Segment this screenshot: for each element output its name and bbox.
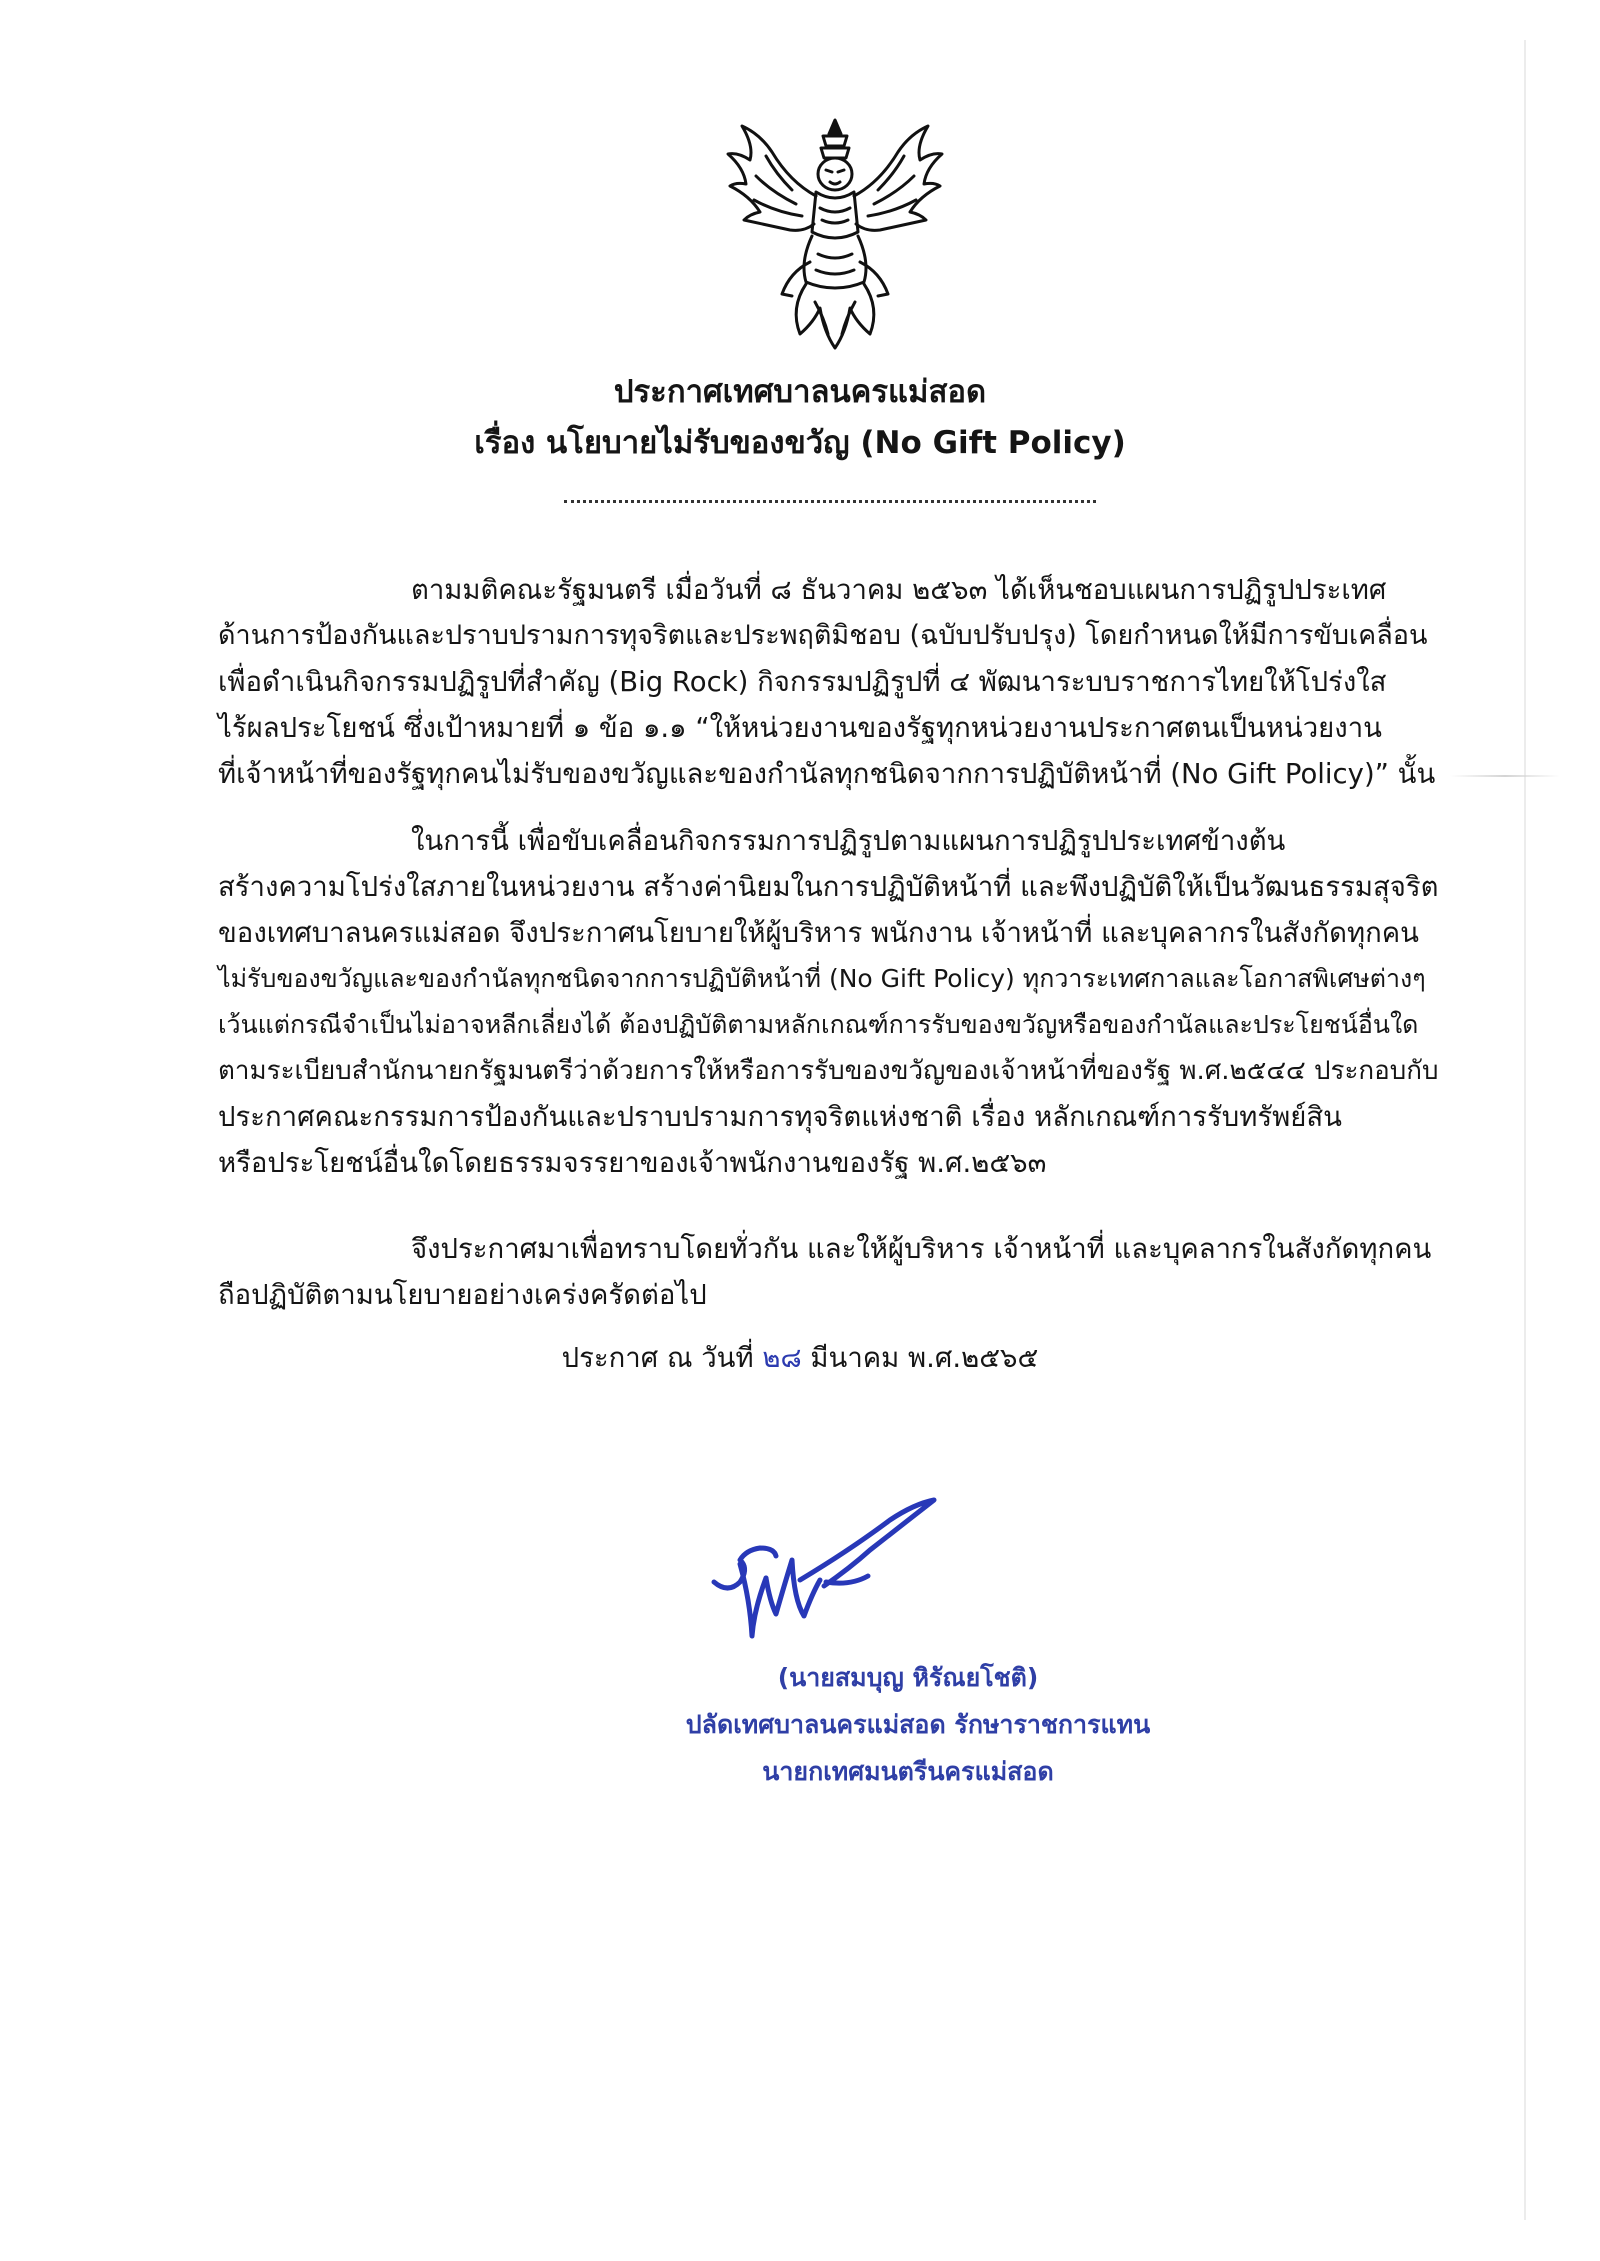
paragraph-line: เว้นแต่กรณีจำเป็นไม่อาจหลีกเลี่ยงได้ ต้องปฏิบัติตามหลักเกณฑ์การรับของขวัญหรือของกำนัลและประโยชน์อื่นใด <box>218 1010 1419 1039</box>
paragraph-line: หรือประโยชน์อื่นใดโดยธรรมจรรยาของเจ้าพนักงานของรัฐ พ.ศ.๒๕๖๓ <box>218 1147 1047 1179</box>
garuda-emblem-icon <box>720 112 950 360</box>
document-title: ประกาศเทศบาลนครแม่สอด <box>613 374 987 410</box>
paragraph-line: สร้างความโปร่งใสภายในหน่วยงาน สร้างค่านิยมในการปฏิบัติหน้าที่ และพึงปฏิบัติให้เป็นวัฒนธรรมสุจริต <box>218 871 1439 903</box>
announce-suffix: มีนาคม พ.ศ.๒๕๖๕ <box>810 1342 1039 1374</box>
paragraph-line: ตามระเบียบสำนักนายกรัฐมนตรีว่าด้วยการให้หรือการรับของขวัญของเจ้าหน้าที่ของรัฐ พ.ศ.๒๕๔๔ ประกอบกับ <box>218 1056 1439 1086</box>
paragraph-line: จึงประกาศมาเพื่อทราบโดยทั่วกัน และให้ผู้บริหาร เจ้าหน้าที่ และบุคลากรในสังกัดทุกคน <box>411 1233 1432 1265</box>
paragraph-line: เพื่อดำเนินกิจกรรมปฏิรูปที่สำคัญ (Big Rock) กิจกรรมปฏิรูปที่ ๔ พัฒนาระบบราชการไทยให้โปร่งใส <box>218 666 1387 698</box>
dotted-divider <box>564 500 1096 503</box>
paragraph-line: ไร้ผลประโยชน์ ซึ่งเป้าหมายที่ ๑ ข้อ ๑.๑ “ให้หน่วยงานของรัฐทุกหน่วยงานประกาศตนเป็นหน่วยงาน <box>218 712 1382 744</box>
paragraph-3 <box>218 1226 1440 1318</box>
paragraph-2 <box>218 818 1440 1186</box>
announce-prefix: ประกาศ ณ วันที่ <box>561 1342 754 1374</box>
paragraph-line: ตามมติคณะรัฐมนตรี เมื่อวันที่ ๘ ธันวาคม ๒๕๖๓ ได้เห็นชอบแผนการปฏิรูปประเทศ <box>411 574 1387 606</box>
document-subject: เรื่อง นโยบายไม่รับของขวัญ (No Gift Policy) <box>474 425 1126 461</box>
paragraph-line: ที่เจ้าหน้าที่ของรัฐทุกคนไม่รับของขวัญและของกำนัลทุกชนิดจากการปฏิบัติหน้าที่ (No Gift Policy)” นั้น <box>218 758 1436 790</box>
signatory-name: (นายสมบุญ หิรัณยโชติ) <box>777 1663 1039 1692</box>
paragraph-line: ในการนี้ เพื่อขับเคลื่อนกิจกรรมการปฏิรูปตามแผนการปฏิรูปประเทศข้างต้น <box>411 825 1286 857</box>
announcement-date <box>0 1335 1600 1381</box>
announce-day: ๒๘ <box>762 1342 802 1374</box>
scan-edge <box>1524 40 1526 2220</box>
handwritten-signature <box>700 1490 960 1650</box>
paragraph-line: ประกาศคณะกรรมการป้องกันและปราบปรามการทุจริตแห่งชาติ เรื่อง หลักเกณฑ์การรับทรัพย์สิน <box>218 1101 1342 1133</box>
paragraph-line: ถือปฏิบัติตามนโยบายอย่างเคร่งครัดต่อไป <box>218 1279 707 1311</box>
paragraph-1 <box>218 567 1440 797</box>
scan-mark <box>1450 775 1560 777</box>
signatory-position-1: ปลัดเทศบาลนครแม่สอด รักษาราชการแทน <box>685 1710 1151 1739</box>
paragraph-line: ของเทศบาลนครแม่สอด จึงประกาศนโยบายให้ผู้บริหาร พนักงาน เจ้าหน้าที่ และบุคลากรในสังกัดทุกคน <box>218 917 1419 949</box>
paragraph-line: ด้านการป้องกันและปราบปรามการทุจริตและประพฤติมิชอบ (ฉบับปรับปรุง) โดยกำหนดให้มีการขับเคลื่อน <box>218 620 1428 651</box>
paragraph-line: ไม่รับของขวัญและของกำนัลทุกชนิดจากการปฏิบัติหน้าที่ (No Gift Policy) ทุกวาระเทศกาลและโอกาสพิเศษต่างๆ <box>218 964 1426 993</box>
signatory-position-2: นายกเทศมนตรีนครแม่สอด <box>762 1757 1054 1786</box>
